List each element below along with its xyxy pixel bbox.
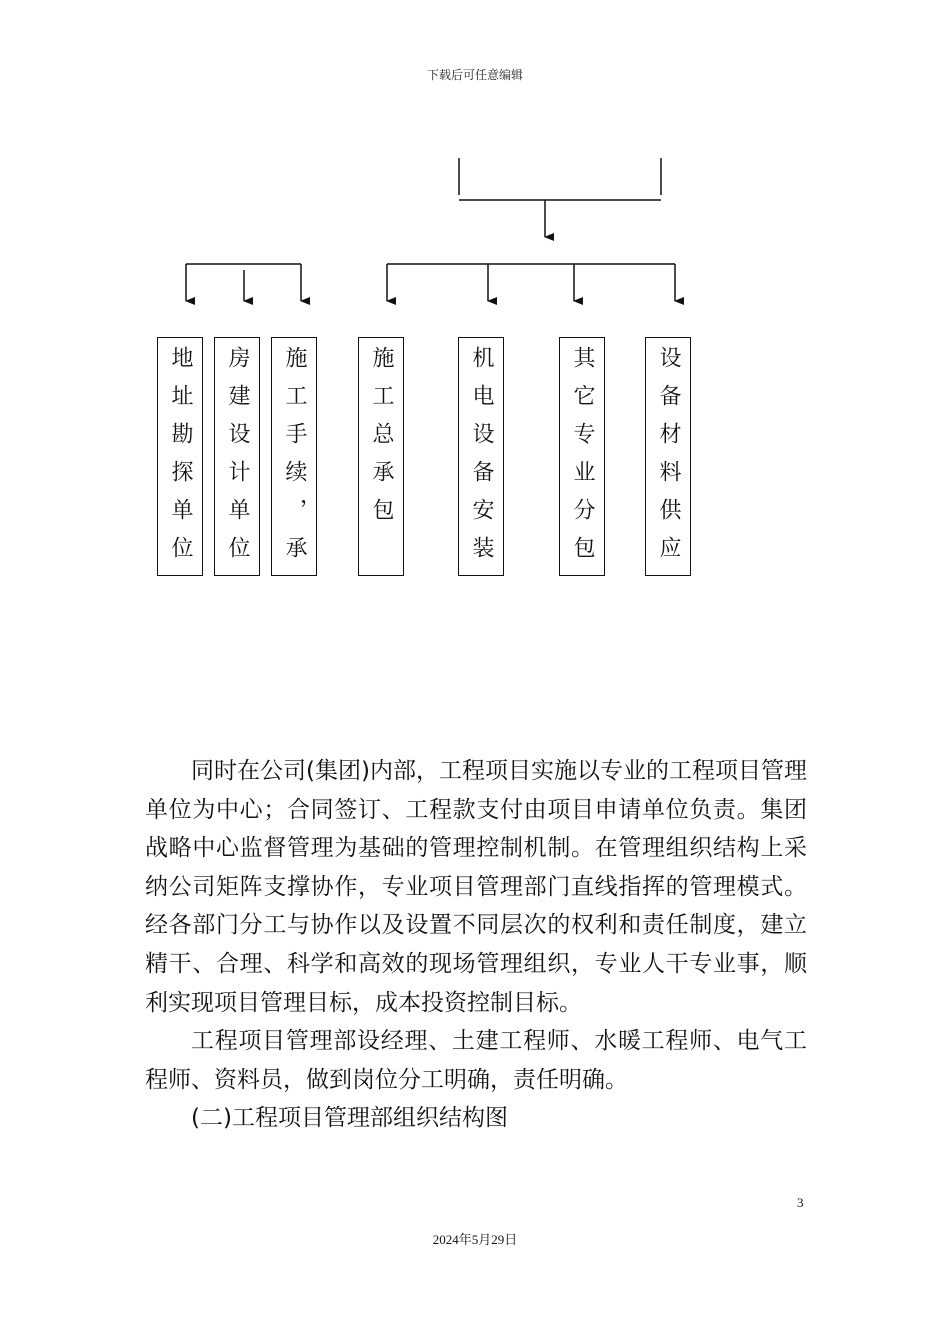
org-box-label: 施工总承包: [369, 346, 394, 536]
org-box-label: 其它专业分包: [570, 346, 595, 574]
body-paragraph-2: 工程项目管理部设经理、土建工程师、水暖工程师、电气工程师、资料员，做到岗位分工明确，责任明确。: [145, 1028, 807, 1093]
header-note: 下载后可任意编辑: [426, 68, 523, 82]
org-box-general-contractor: [358, 337, 404, 576]
section-heading: (二)工程项目管理部组织结构图: [191, 1105, 508, 1132]
body-text: [145, 752, 807, 1138]
org-box-label: 房建设计单位: [225, 346, 250, 574]
org-box-other-subcontracts: [559, 337, 605, 576]
org-box-label: 施工手续，承: [282, 346, 307, 574]
body-paragraph-1: 同时在公司(集团)内部，工程项目实施以专业的工程项目管理单位为中心；合同签订、工程款支付由项目申请单位负责。集团战略中心监督管理为基础的管理控制机制。在管理组织结构上采纳公司矩阵支撑协作，专业项目管理部门直线指挥的管理模式。经各部门分工与协作以及设置不同层次的权利和责任制度，建立精干、合理、科学和高效的现场管理组织，专业人干专业事，顺利实现项目管理目标，成本投资控制目标。: [145, 758, 807, 1016]
org-box-label: 机电设备安装: [469, 346, 494, 574]
org-box-construction-procedures: [271, 337, 317, 576]
org-box-equipment-materials-supply: [645, 337, 691, 576]
org-box-geological-survey: [157, 337, 203, 576]
org-box-label: 设备材料供应: [656, 346, 681, 574]
page-number: 3: [797, 1195, 804, 1210]
org-box-electromechanical-installation: [458, 337, 504, 576]
org-box-building-design: [214, 337, 260, 576]
org-box-label: 地址勘探单位: [168, 346, 193, 574]
footer-date: 2024年5月29日: [432, 1232, 518, 1247]
